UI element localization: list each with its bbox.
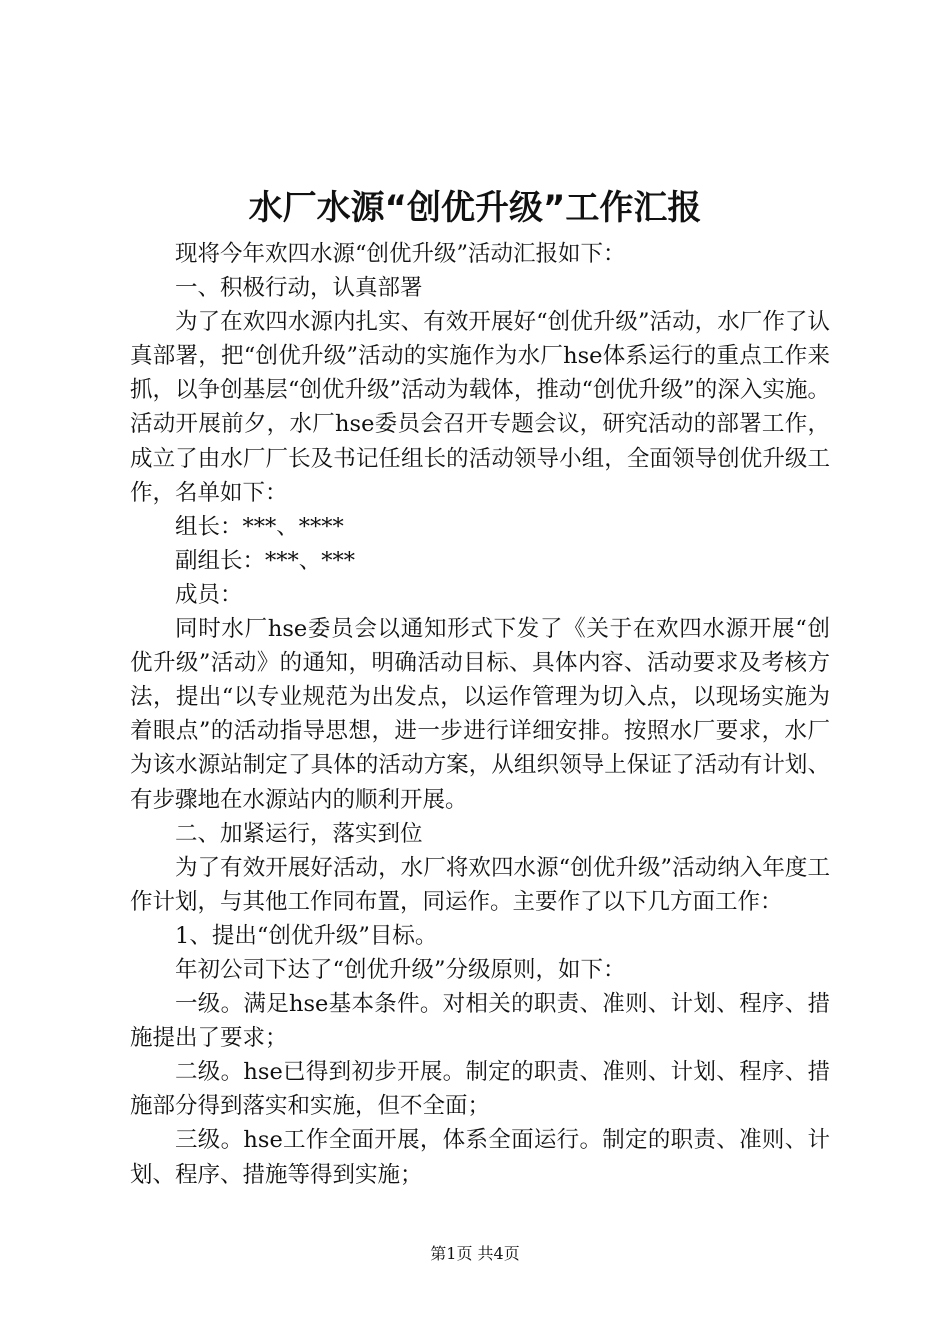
paragraph-level-1: 一级。满足hse基本条件。对相关的职责、准则、计划、程序、措施提出了要求； xyxy=(130,991,830,1052)
paragraph-level-3: 三级。hse工作全面开展，体系全面运行。制定的职责、准则、计划、程序、措施等得到实施； xyxy=(130,1127,830,1188)
paragraph-members: 成员： xyxy=(175,581,243,608)
paragraph-intro: 现将今年欢四水源“创优升级”活动汇报如下： xyxy=(175,241,626,267)
paragraph-deployment: 为了在欢四水源内扎实、有效开展好“创优升级”活动，水厂作了认真部署，把“创优升级”活动的实施作为水厂hse体系运行的重点工作来抓，以争创基层“创优升级”活动为载体，推动“创优升级”的深入实施。活动开展前夕，水厂hse委员会召开专题会议，研究活动的部署工作，成立了由水厂厂长及书记任组长的活动领导小组，全面领导创优升级工作，名单如下： xyxy=(130,309,830,506)
paragraph-principles: 年初公司下达了“创优升级”分级原则，如下： xyxy=(175,956,626,983)
section-heading-2: 二、加紧运行，落实到位 xyxy=(175,820,423,847)
page-footer: 第1页 共4页 xyxy=(430,1244,520,1263)
paragraph-item-1: 1、提出“创优升级”目标。 xyxy=(175,922,438,949)
document-title: 水厂水源“创优升级”工作汇报 xyxy=(248,188,702,228)
document-body xyxy=(130,237,830,1192)
paragraph-notice: 同时水厂hse委员会以通知形式下发了《关于在欢四水源开展“创优升级”活动》的通知，明确活动目标、具体内容、活动要求及考核方法，提出“以专业规范为出发点，以运作管理为切入点，以现场实施为着眼点”的活动指导思想，进一步进行详细安排。按照水厂要求，水厂为该水源站制定了具体的活动方案，从组织领导上保证了活动有计划、有步骤地在水源站内的顺利开展。 xyxy=(130,616,830,813)
paragraph-plan: 为了有效开展好活动，水厂将欢四水源“创优升级”活动纳入年度工作计划，与其他工作同布置，同运作。主要作了以下几方面工作： xyxy=(130,854,830,915)
paragraph-level-2: 二级。hse已得到初步开展。制定的职责、准则、计划、程序、措施部分得到落实和实施，但不全面； xyxy=(130,1059,830,1120)
paragraph-deputy-leader: 副组长：***、*** xyxy=(175,547,356,574)
paragraph-leader: 组长：***、**** xyxy=(175,513,344,540)
section-heading-1: 一、积极行动，认真部署 xyxy=(175,275,423,302)
